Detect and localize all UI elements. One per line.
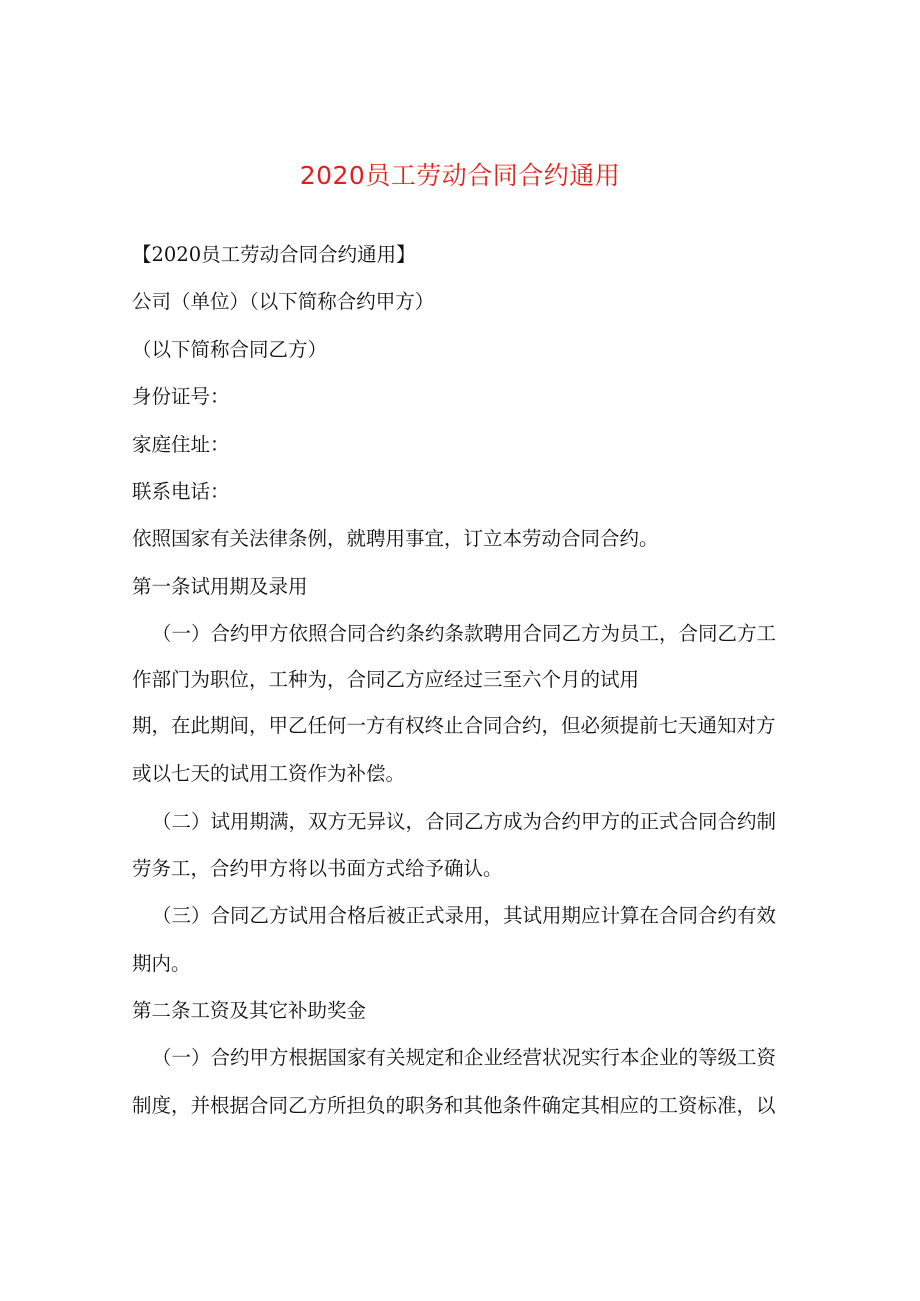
article-1-clause-2-line-2: 劳务工，合约甲方将以书面方式给予确认。 — [132, 856, 503, 880]
party-a-line: 公司（单位）（以下简称合约甲方） — [132, 290, 435, 314]
phone-line: 联系电话： — [132, 479, 230, 503]
article-1-clause-2-line-1: （二）试用期满，双方无异议，合同乙方成为合约甲方的正式合同合约制 — [152, 809, 777, 833]
article-2-clause-1-line-2: 制度，并根据合同乙方所担负的职务和其他条件确定其相应的工资标准，以 — [132, 1093, 776, 1117]
article-1-clause-1-line-3: 期，在此期间，甲乙任何一方有权终止合同合约，但必须提前七天通知对方 — [132, 714, 776, 738]
article-1-clause-3-line-1: （三）合同乙方试用合格后被正式录用，其试用期应计算在合同合约有效 — [152, 904, 777, 928]
article-2-heading: 第二条工资及其它补助奖金 — [132, 999, 367, 1023]
article-1-clause-3-line-2: 期内。 — [132, 951, 191, 975]
heading-line: 【2020员工劳动合同合约通用】 — [132, 243, 416, 266]
home-address-line: 家庭住址： — [132, 432, 230, 456]
preamble-line: 依照国家有关法律条例，就聘用事宜，订立本劳动合同合约。 — [132, 527, 659, 551]
article-1-clause-1-line-1: （一）合约甲方依照合同合约条约条款聘用合同乙方为员工，合同乙方工 — [152, 622, 777, 646]
article-2-clause-1-line-1: （一）合约甲方根据国家有关规定和企业经营状况实行本企业的等级工资 — [152, 1046, 777, 1070]
article-1-heading: 第一条试用期及录用 — [132, 574, 308, 598]
article-1-clause-1-line-2: 作部门为职位，工种为，合同乙方应经过三至六个月的试用 — [132, 668, 640, 692]
id-number-line: 身份证号： — [132, 385, 230, 409]
party-b-line: （以下简称合同乙方） — [132, 337, 328, 361]
document-title: 2020员工劳动合同合约通用 — [299, 161, 621, 190]
article-1-clause-1-line-4: 或以七天的试用工资作为补偿。 — [132, 762, 406, 786]
document-body — [132, 238, 792, 1136]
